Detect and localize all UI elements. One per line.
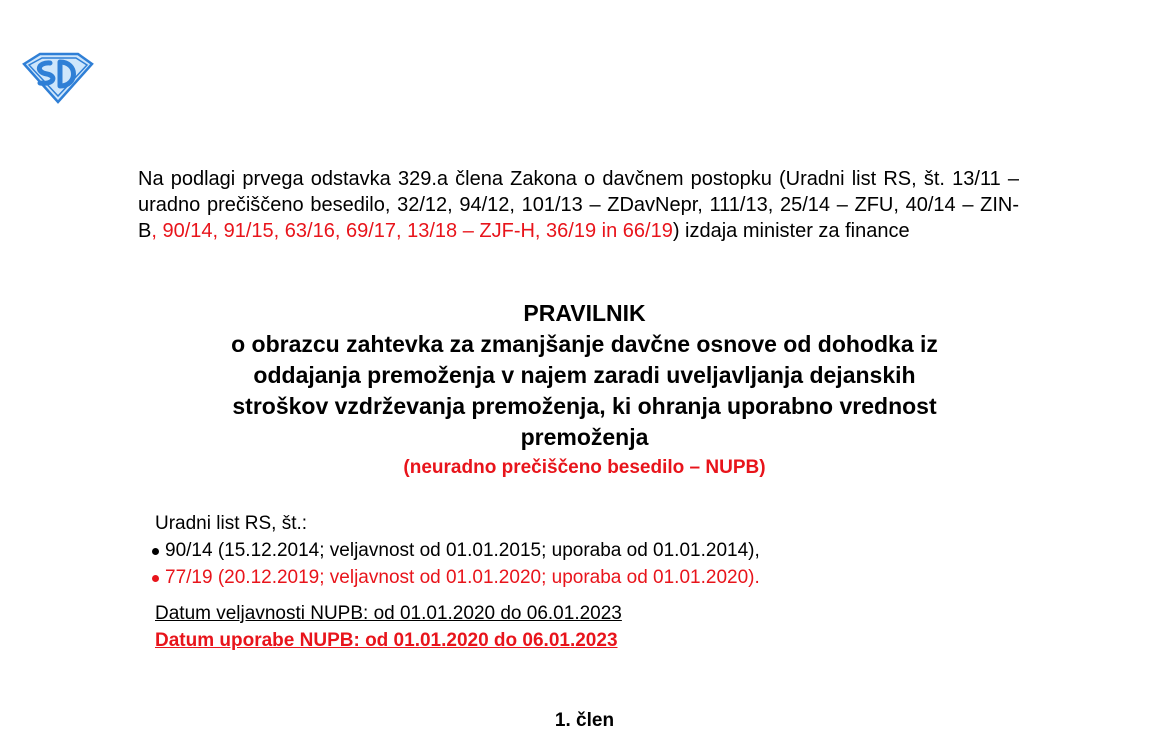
subtitle-line: premoženja [520, 424, 649, 450]
intro-text: Na podlagi prvega odstavka 329.a člena Zakona o davčnem postopku (Uradni list RS, št. 13/11 – uradno prečiščeno besedilo, 32/12, 94/12, 101/13 – ZDavNepr, 111/13, 25/14 – ZFU, 40/14 – ZIN-B [138, 168, 1019, 242]
validity-date-line: Datum veljavnosti NUPB: od 01.01.2020 do 06.01.2023 [155, 603, 622, 624]
document-title-block [138, 298, 1031, 481]
use-date-line: Datum uporabe NUPB: od 01.01.2020 do 06.01.2023 [155, 630, 618, 651]
gazette-entry [150, 564, 1010, 591]
article-heading: 1. člen [554, 710, 615, 731]
validity-dates [155, 600, 622, 654]
gazette-entry-text: 77/19 (20.12.2019; veljavnost od 01.01.2020; uporaba od 01.01.2020). [165, 567, 760, 588]
subtitle-line: oddajanja premoženja v najem zaradi uveljavljanja dejanskih [253, 362, 916, 388]
subtitle-line: o obrazcu zahtevka za zmanjšanje davčne osnove od dohodka iz [231, 331, 938, 357]
gazette-entry-text: 90/14 (15.12.2014; veljavnost od 01.01.2015; uporaba od 01.01.2014), [165, 540, 760, 561]
document-title: PRAVILNIK [523, 300, 646, 326]
intro-amendments: , 90/14, 91/15, 63/16, 69/17, 13/18 – ZJF-H, 36/19 in 66/19 [151, 220, 673, 242]
bullet-icon [152, 575, 159, 582]
bullet-icon [152, 548, 159, 555]
nupb-label: (neuradno prečiščeno besedilo – NUPB) [403, 457, 766, 478]
gazette-references [150, 510, 1010, 591]
gazette-list [150, 537, 1010, 591]
document-subtitle [138, 329, 1031, 453]
intro-paragraph [138, 166, 1019, 244]
gazette-heading: Uradni list RS, št.: [155, 513, 308, 534]
gazette-entry [150, 537, 1010, 564]
intro-text-end: ) izdaja minister za finance [672, 220, 910, 242]
sd-logo-icon [20, 50, 96, 104]
subtitle-line: stroškov vzdrževanja premoženja, ki ohranja uporabno vrednost [232, 393, 937, 419]
